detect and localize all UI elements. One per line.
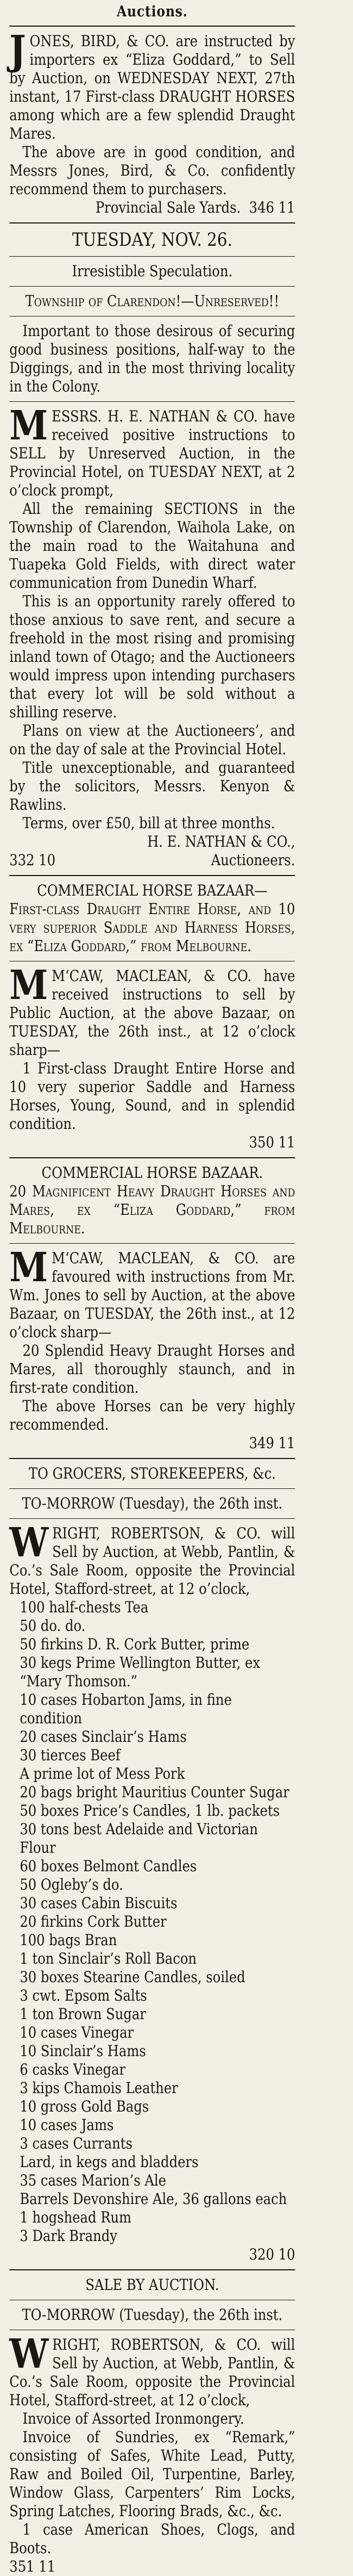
divider — [9, 286, 295, 287]
ad-body: ESSRS. H. E. NATHAN & CO. have received positive instructions to SELL by Unreserved Auction, in the Provincial Hotel, on TUESDAY NEXT, at 2 o’clock prompt, — [9, 407, 295, 499]
ad-ref: 332 10 — [9, 851, 56, 869]
list-item: 20 cases Sinclair’s Hams — [20, 1728, 187, 1746]
ad-body: RIGHT, ROBERTSON, & CO. will Sell by Auction, at Webb, Pantlin, & Co.’s Sale Room, opposite the Provincial Hotel, Stafford-street, at 12 o’clock, — [9, 2336, 295, 2409]
list-item: 3 cases Currants — [20, 2134, 133, 2152]
drop-cap: M — [9, 1244, 48, 1291]
ad-headline: COMMERCIAL HORSE BAZAAR— — [37, 882, 268, 899]
list-item: 20 bags bright Mauritius Counter Sugar — [20, 1783, 289, 1801]
list-item: 100 half-chests Tea — [20, 1598, 149, 1616]
ad-subtitle: Irresistible Speculation. — [72, 262, 233, 280]
section-title: Auctions. — [117, 3, 188, 20]
ad-signature: H. E. NATHAN & CO., — [147, 833, 295, 851]
list-item: Barrels Devonshire Ale, 36 gallons each — [20, 2190, 287, 2208]
list-item: 100 bags Bran — [20, 1931, 117, 1949]
list-item: A prime lot of Mess Pork — [20, 1765, 185, 1783]
list-item: 60 boxes Belmont Candles — [20, 1857, 197, 1875]
drop-cap: M — [9, 962, 48, 1009]
list-item: 3 kips Chamois Leather — [20, 2079, 178, 2097]
ad-date: TO-MORROW (Tuesday), the 26th inst. — [22, 1494, 283, 1512]
ad-body-2: Invoice of Sundries, ex “Remark,” consisting of Safes, White Lead, Putty, Raw and Boiled Oil, Turpentine, Barley, Window Glass, Carpenters’ Rim Locks, Spring Latches, Flooring Brads, &c., &c. — [9, 2428, 295, 2520]
ad-horse-bazaar-1 — [9, 882, 295, 1152]
list-item: 3 cwt. Epsom Salts — [20, 1987, 147, 2004]
list-item: 30 boxes Stearine Candles, soiled — [20, 1968, 245, 1986]
ad-ref: 349 11 — [249, 1434, 295, 1452]
ad-sub: 20 Magnificent Heavy Draught Horses and Mares, ex “Eliza Goddard,” from Melbourne. — [9, 1182, 295, 1237]
ad-grocers — [9, 1464, 295, 2264]
divider — [9, 26, 295, 27]
list-item: 30 tons best Adelaide and Victorian Flour — [20, 1820, 258, 1857]
ad-nathan-clarendon — [9, 229, 295, 870]
ad-invoice: Invoice of Assorted Ironmongery. — [22, 2410, 244, 2428]
ad-body: M‘CAW, MACLEAN, & CO. are favoured with instructions from Mr. Wm. Jones to sell by Auction, at the above Bazaar, on TUESDAY, the 26th inst., at 12 o’clock sharp— — [9, 1249, 295, 1341]
list-item: 30 cases Cabin Biscuits — [20, 1894, 178, 1912]
ad-body-3: 1 case American Shoes, Clogs, and Boots. — [9, 2521, 295, 2557]
list-item: 10 cases Vinegar — [20, 2023, 134, 2041]
ad-item: 1 First-class Draught Entire Horse and 10 very superior Saddle and Harness Horses, Young, Sound, and in splendid condition. — [9, 1059, 295, 1133]
ad-body: RIGHT, ROBERTSON, & CO. will Sell by Auction, at Webb, Pantlin, & Co.’s Sale Room, opposite the Provincial Hotel, Stafford-street, at 12 o’clock, — [9, 1524, 295, 1598]
ad-ref: 320 10 — [249, 2245, 295, 2263]
ad-jones-bird — [9, 27, 295, 217]
list-item: Lard, in kegs and bladders — [20, 2153, 199, 2171]
divider — [9, 1488, 295, 1489]
ad-headline: SALE BY AUCTION. — [85, 2276, 219, 2294]
list-item: 1 hogshead Rum — [20, 2208, 132, 2226]
list-item: 1 ton Brown Sugar — [20, 2005, 146, 2023]
divider — [9, 256, 295, 257]
drop-cap: M — [9, 402, 48, 449]
ad-item: 20 Splendid Heavy Draught Horses and Mares, all thoroughly staunch, and in first-rate condition. — [9, 1342, 295, 1396]
ad-body-6: Terms, over £50, bill at three months. — [22, 814, 275, 832]
divider — [9, 1157, 295, 1158]
list-item: 30 kegs Prime Wellington Butter, ex “Mary Thomson.” — [20, 1654, 260, 1690]
list-item: 35 cases Marion’s Ale — [20, 2171, 166, 2189]
ad-location: Provincial Sale Yards. — [95, 198, 241, 216]
ad-ref: 350 11 — [249, 1133, 295, 1151]
list-item: 50 firkins D. R. Cork Butter, prime — [20, 1635, 250, 1653]
item-list — [9, 1598, 295, 2245]
list-item: 1 ton Sinclair’s Roll Bacon — [20, 1950, 197, 1967]
divider — [9, 222, 295, 224]
divider — [9, 1243, 295, 1244]
divider — [9, 875, 295, 876]
divider — [9, 401, 295, 402]
divider — [9, 1518, 295, 1519]
ad-body-2: The above are in good condition, and Messrs Jones, Bird, & Co. confidently recommend them to purchasers. — [9, 143, 295, 198]
list-item: 20 firkins Cork Butter — [20, 1913, 167, 1931]
list-item: 3 Dark Brandy — [20, 2227, 117, 2245]
list-item: 50 do. do. — [20, 1617, 86, 1635]
ad-body-4: Plans on view at the Auctioneers’, and on the day of sale at the Provincial Hotel. — [9, 722, 295, 758]
ad-date: TO-MORROW (Tuesday), the 26th inst. — [22, 2306, 283, 2324]
ad-closing: The above Horses can be very highly recommended. — [9, 1397, 295, 1433]
ad-ref: 346 11 — [249, 198, 295, 216]
list-item: 10 cases Jams — [20, 2116, 114, 2134]
ad-sale-by-auction — [9, 2276, 295, 2576]
list-item: 10 Sinclair’s Hams — [20, 2042, 146, 2060]
ad-body-5: Title unexceptionable, and guaranteed by the solicitors, Messrs. Kenyon & Rawlins. — [9, 759, 295, 814]
ad-body-3: This is an opportunity rarely offered to those anxious to save rent, and secure a freehold in the most rising and promising inland town of Otago; and the Auctioneers would impress upon intending purchasers that every lot will be sold without a shilling reserve. — [9, 592, 295, 721]
drop-cap: J — [9, 27, 26, 74]
divider — [9, 2269, 295, 2270]
ad-headline: COMMERCIAL HORSE BAZAAR. — [41, 1164, 263, 1182]
drop-cap: W — [9, 1519, 49, 1566]
list-item: 30 tierces Beef — [20, 1746, 121, 1764]
ad-intro: Important to those desirous of securing good business positions, half-way to the Diggings, and in the most thriving locality in the Colony. — [9, 322, 295, 395]
ad-headline: TO GROCERS, STOREKEEPERS, &c. — [28, 1464, 276, 1482]
ad-body: ONES, BIRD, & CO. are instructed by importers ex “Eliza Goddard,” to Sell by Auction, on WEDNESDAY NEXT, 27th instant, 17 First-class DRAUGHT HORSES among which are a few splendid Draught Mares. — [9, 32, 295, 142]
ad-ref: 351 11 — [9, 2558, 56, 2575]
ad-body-2: All the remaining SECTIONS in the Township of Clarendon, Waihola Lake, on the main road to the Waitahuna and Tuapeka Gold Fields, with direct water communication from Dunedin Wharf. — [9, 500, 295, 592]
ad-sub: First-class Draught Entire Horse, and 10 very superior Saddle and Harness Horses, ex “Eliza Goddard,” from Melbourne. — [9, 900, 295, 955]
list-item: 10 gross Gold Bags — [20, 2097, 149, 2115]
list-item: 50 Ogleby’s do. — [20, 1876, 123, 1894]
ad-body: M‘CAW, MACLEAN, & CO. have received instructions to sell by Public Auction, at the above Bazaar, on TUESDAY, the 26th inst., at 12 o’clock sharp— — [9, 967, 295, 1059]
drop-cap: W — [9, 2331, 49, 2378]
ad-date: TUESDAY, NOV. 26. — [72, 229, 232, 251]
list-item: 50 boxes Price’s Candles, 1 lb. packets — [20, 1802, 280, 1820]
list-item: 10 cases Hobarton Jams, in fine condition — [20, 1691, 232, 1727]
ad-horse-bazaar-2 — [9, 1164, 295, 1453]
list-item: 6 casks Vinegar — [20, 2060, 126, 2078]
ad-role: Auctioneers. — [211, 851, 295, 869]
ad-township: Township of Clarendon!—Unreserved!! — [25, 292, 280, 310]
divider — [9, 1458, 295, 1459]
